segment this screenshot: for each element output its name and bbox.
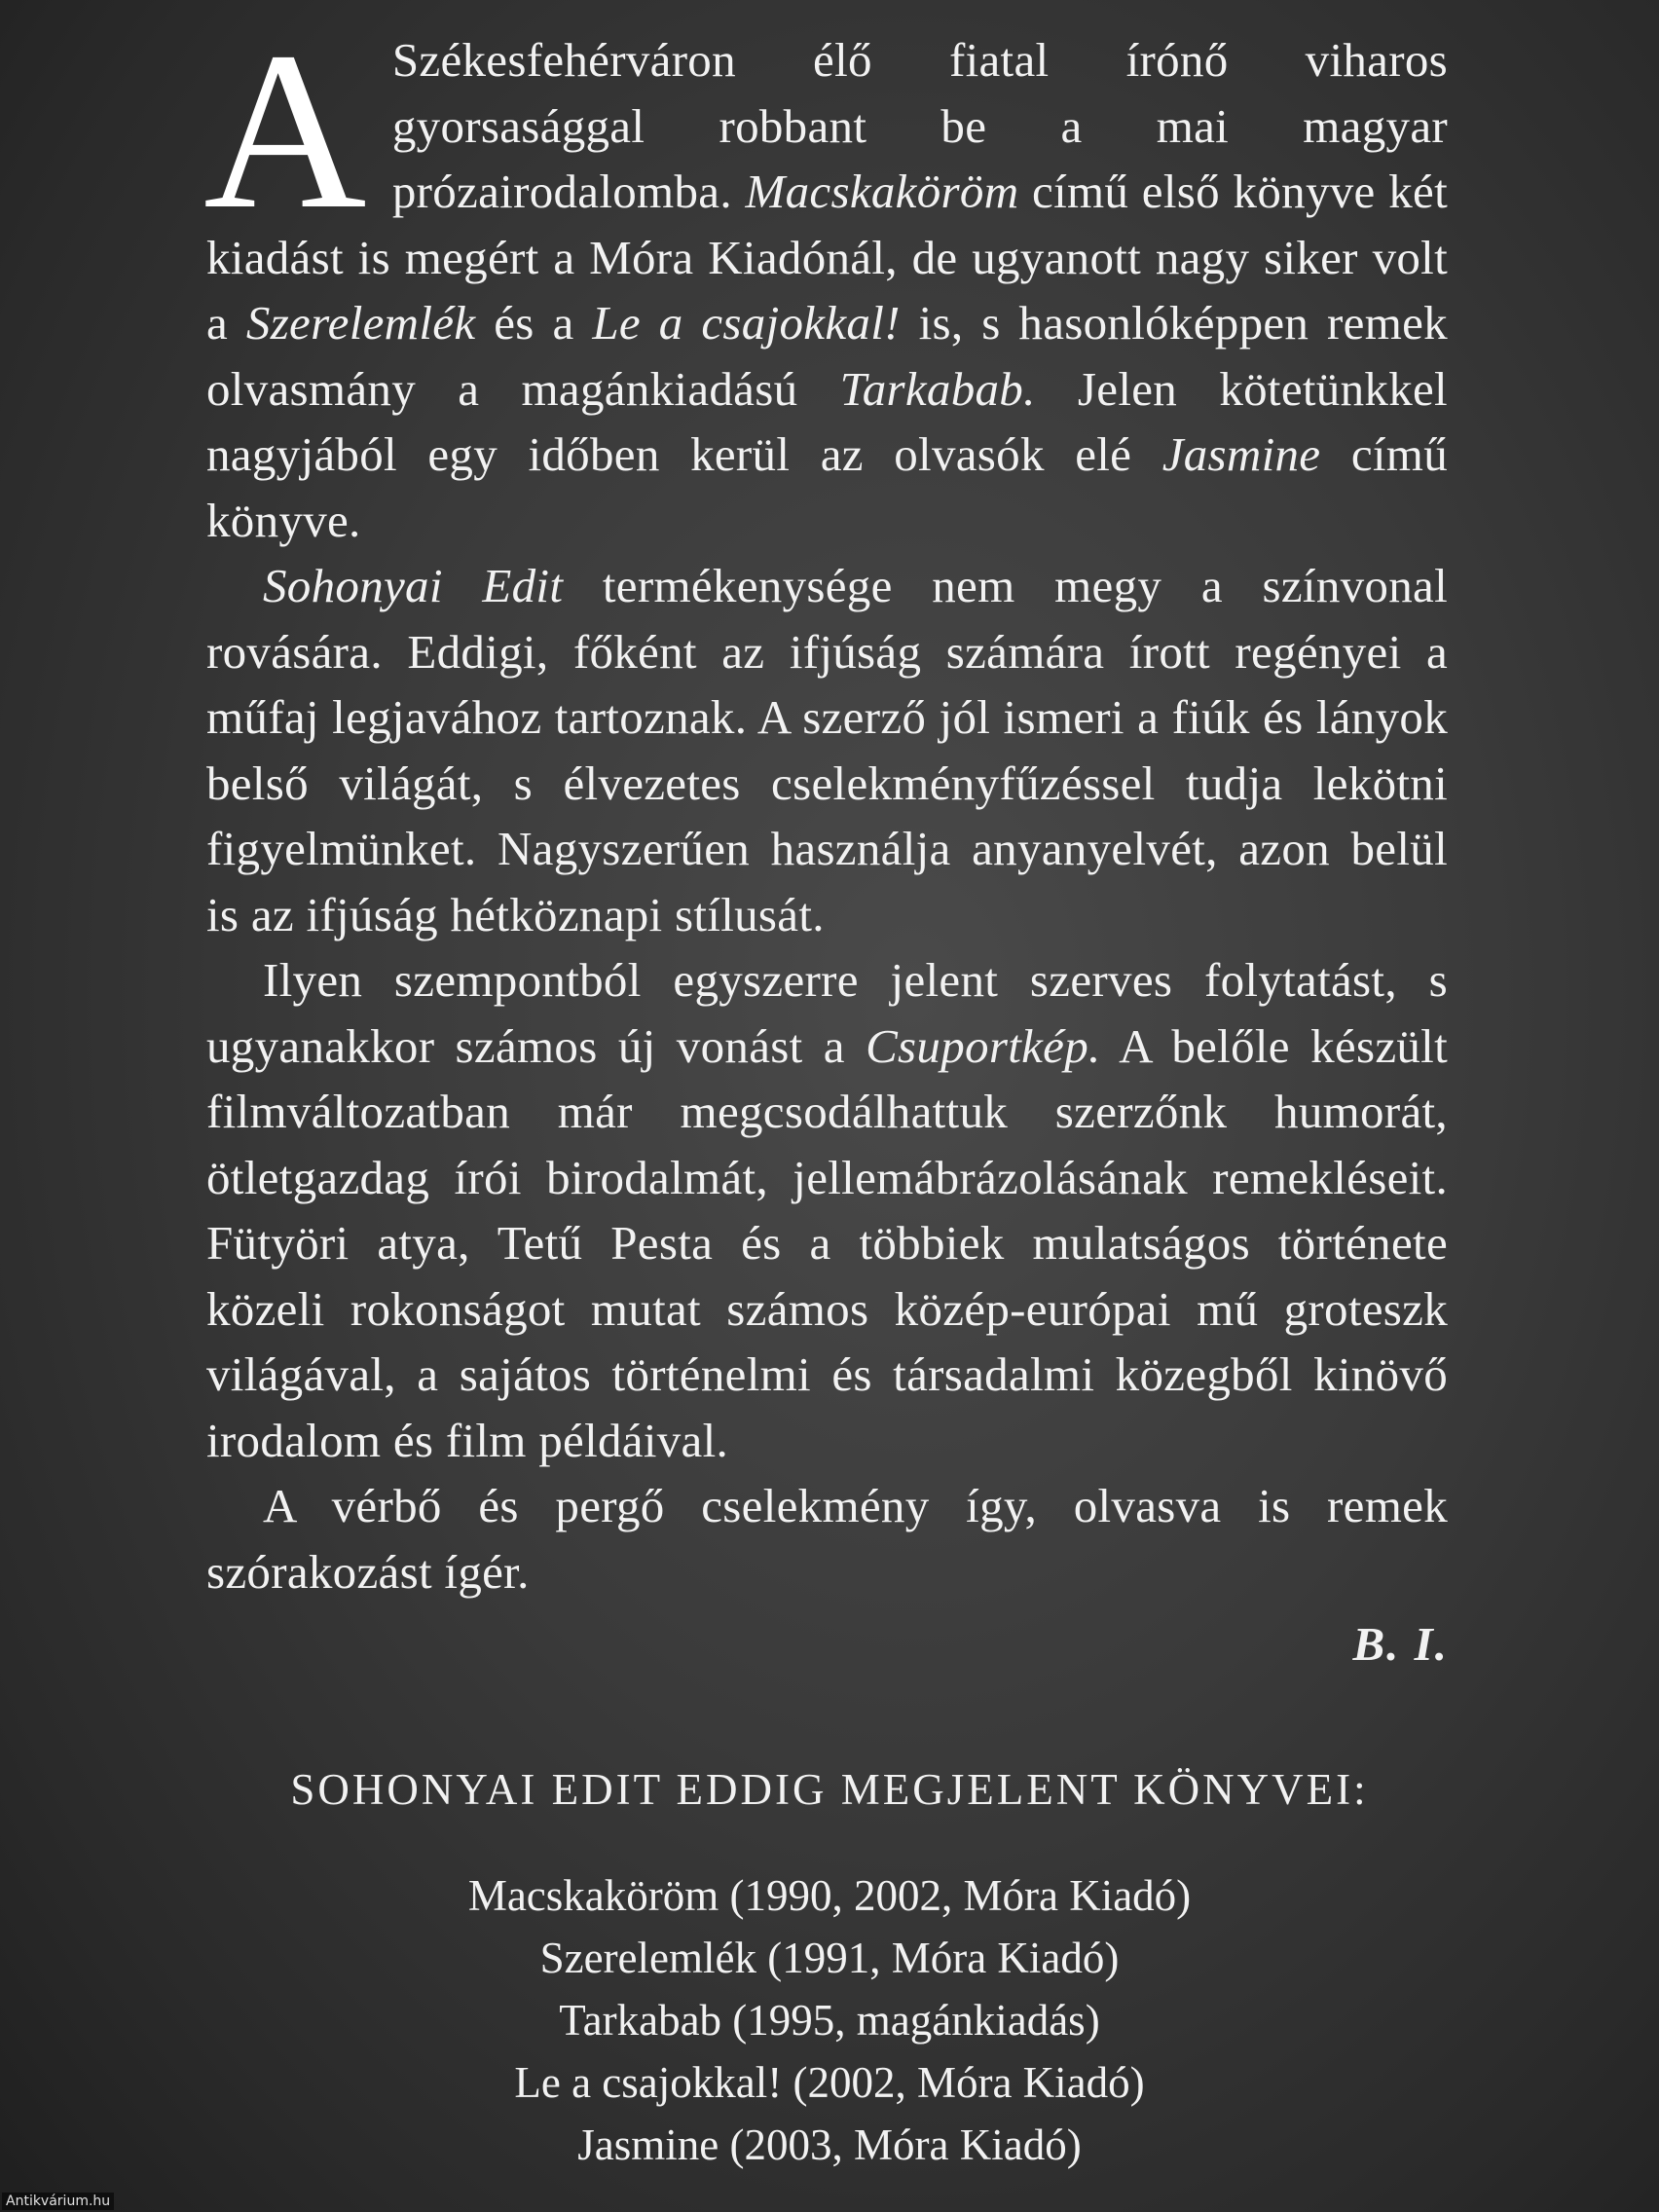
p3-text-a: Ilyen szempontból egyszerre jelent szerves folytatást, s ugyanakkor számos új vonást a [206, 953, 1448, 1073]
p1-text-a: Székesfehérváron élő fiatal írónő viharos gyorsasággal robbant be a mai magyar prózairodalomba. [391, 33, 1448, 218]
p2-text-a: termékenysége nem megy a színvonal rovására. Eddigi, főként az ifjúság számára írott regényei a műfaj legjavához tartoznak. A szerző jól ismeri a fiúk és lányok belső világát, s élvezetes cselekményfűzéssel tudja lekötni figyelmünket. Nagyszerűen használja anyanyelvét, azon belül is az ifjúság hétköznapi stílusát. [206, 559, 1448, 941]
p1-text-c: és a [494, 296, 574, 350]
paragraph-4: A vérbő és pergő cselekmény így, olvasva is remek szórakozást ígér. [206, 1479, 1448, 1599]
p1-title-szerelemlek: Szerelemlék [245, 296, 476, 350]
books-heading: SOHONYAI EDIT EDDIG MEGJELENT KÖNYVEI: [290, 1765, 1369, 1814]
book-item: Tarkabab (1995, magánkiadás) [559, 1996, 1100, 2045]
watermark-label: Antikvárium.hu [2, 2193, 114, 2210]
p3-text-b: A belőle készült filmváltozatban már megcsodálhattuk szerzőnk humorát, ötletgazdag írói birodalmát, jellemábrázolásának remekléseit. Fütyöri atya, Tetű Pesta és a többiek mulatságos története közeli rokonságot mutat számos közép-európai mű groteszk világával, a sajátos történelmi és társadalmi közegből kinövő irodalom és film példáival. [206, 1018, 1448, 1467]
p1-text-d: is, s hasonlóképpen remek olvasmány a magánkiadású [206, 296, 1448, 416]
p2-author-name: Sohonyai Edit [263, 559, 564, 612]
paragraph-3 [206, 947, 1448, 1473]
drop-cap-letter: A [203, 6, 367, 256]
blurb-text [203, 6, 1448, 1604]
paragraph-2 [206, 553, 1448, 947]
p1-title-le-a-csajokkal: Le a csajokkal! [592, 296, 901, 350]
p1-text-b: című első könyve két kiadást is megért a Móra Kiadónál, de ugyanott nagy siker volt a [206, 165, 1448, 350]
books-list [0, 1864, 1659, 2176]
p1-text-e: Jelen kötetünkkel nagyjából egy időben kerül az olvasók elé [206, 361, 1448, 481]
book-item: Macskaköröm (1990, 2002, Móra Kiadó) [467, 1871, 1192, 1920]
p3-title-csuportkep: Csuportkép. [866, 1018, 1101, 1073]
book-item: Jasmine (2003, Móra Kiadó) [577, 2120, 1082, 2169]
signature-initials: B. I. [1352, 1617, 1449, 1671]
paragraph-1 [203, 6, 1448, 553]
book-item: Le a csajokkal! (2002, Móra Kiadó) [514, 2058, 1145, 2107]
book-item: Szerelemlék (1991, Móra Kiadó) [539, 1934, 1120, 1982]
p1-title-macskakorom: Macskaköröm [745, 165, 1019, 218]
p1-title-jasmine: Jasmine [1161, 427, 1321, 481]
p1-title-tarkabab: Tarkabab. [839, 361, 1036, 416]
p1-text-f: című könyve. [206, 427, 1448, 547]
